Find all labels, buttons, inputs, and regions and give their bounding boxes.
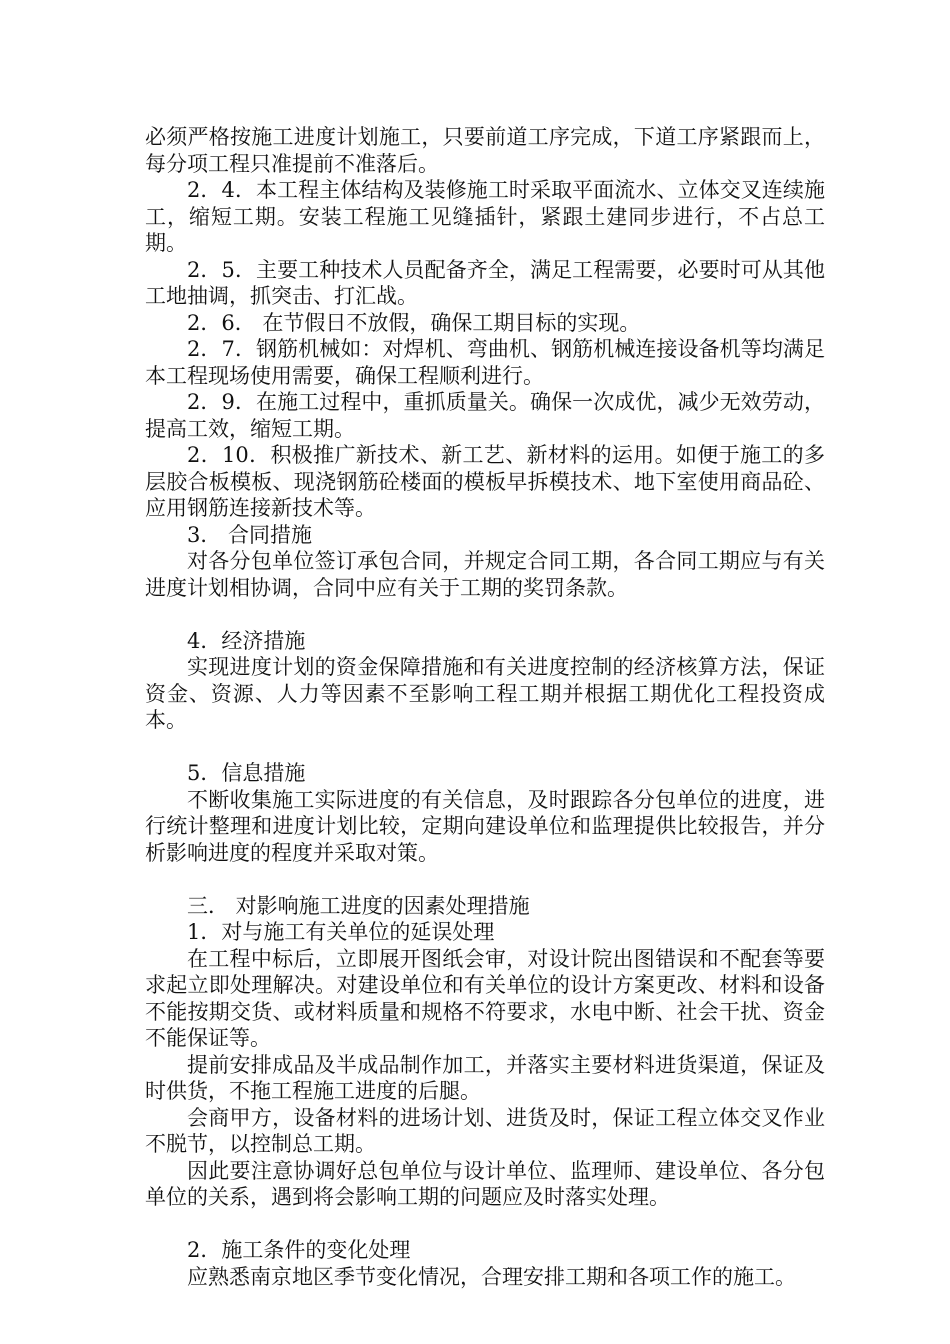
paragraph-2-5: 2．5．主要工种技术人员配备齐全，满足工程需要，必要时可从其他工地抽调，抓突击、打汇战。 xyxy=(145,257,825,308)
paragraph-delay-handling-3: 会商甲方，设备材料的进场计划、进货及时，保证工程立体交叉作业不脱节，以控制总工期。 xyxy=(145,1105,825,1156)
paragraph-condition-changes: 应熟悉南京地区季节变化情况，合理安排工期和各项工作的施工。 xyxy=(187,1264,796,1289)
heading-condition-changes: 2．施工条件的变化处理 xyxy=(187,1238,411,1262)
paragraph-continuation: 必须严格按施工进度计划施工，只要前道工序完成，下道工序紧跟而上，每分项工程只准提前不准落后。 xyxy=(145,125,825,176)
paragraph-2-7: 2．7．钢筋机械如：对焊机、弯曲机、钢筋机械连接设备机等均满足本工程现场使用需要，确保工程顺利进行。 xyxy=(145,337,825,388)
heading-economic-measures: 4．经济措施 xyxy=(187,628,306,653)
paragraph-delay-handling-4: 因此要注意协调好总包单位与设计单位、监理师、建设单位、各分包单位的关系，遇到将会影响工期的问题应及时落实处理。 xyxy=(145,1158,825,1209)
paragraph-2-6: 2．6． 在节假日不放假，确保工期目标的实现。 xyxy=(187,310,641,335)
paragraph-2-10: 2．10．积极推广新技术、新工艺、新材料的运用。如便于施工的多层胶合板模板、现浇钢筋砼楼面的模板早拆模技术、地下室使用商品砼、应用钢筋连接新技术等。 xyxy=(145,443,825,520)
heading-delay-handling: 1．对与施工有关单位的延误处理 xyxy=(187,920,495,944)
paragraph-2-9: 2．9．在施工过程中，重抓质量关。确保一次成优，减少无效劳动，提高工效，缩短工期。 xyxy=(145,390,825,441)
paragraph-2-4: 2．4．本工程主体结构及装修施工时采取平面流水、立体交叉连续施工，缩短工期。安装工程施工见缝插针，紧跟土建同步进行，不占总工期。 xyxy=(145,178,825,255)
paragraph-economic-measures: 实现进度计划的资金保障措施和有关进度控制的经济核算方法，保证资金、资源、人力等因素不至影响工程工期并根据工期优化工程投资成本。 xyxy=(145,655,825,732)
paragraph-delay-handling-2: 提前安排成品及半成品制作加工，并落实主要材料进货渠道，保证及时供货，不拖工程施工进度的后腿。 xyxy=(145,1052,825,1103)
heading-information-measures: 5．信息措施 xyxy=(187,761,306,785)
heading-section-three: 三． 对影响施工进度的因素处理措施 xyxy=(187,893,530,918)
heading-contract-measures: 3． 合同措施 xyxy=(187,522,313,547)
paragraph-delay-handling-1: 在工程中标后，立即展开图纸会审，对设计院出图错误和不配套等要求起立即处理解决。对建设单位和有关单位的设计方案更改、材料和设备不能按期交货、或材料质量和规格不符要求，水电中断、社会干扰、资金不能保证等。 xyxy=(145,946,825,1050)
document-page xyxy=(145,124,825,1290)
paragraph-information-measures: 不断收集施工实际进度的有关信息，及时跟踪各分包单位的进度，进行统计整理和进度计划比较，定期向建设单位和监理提供比较报告，并分析影响进度的程度并采取对策。 xyxy=(145,787,825,865)
paragraph-contract-measures: 对各分包单位签订承包合同，并规定合同工期，各合同工期应与有关进度计划相协调，合同中应有关于工期的奖罚条款。 xyxy=(145,549,825,600)
